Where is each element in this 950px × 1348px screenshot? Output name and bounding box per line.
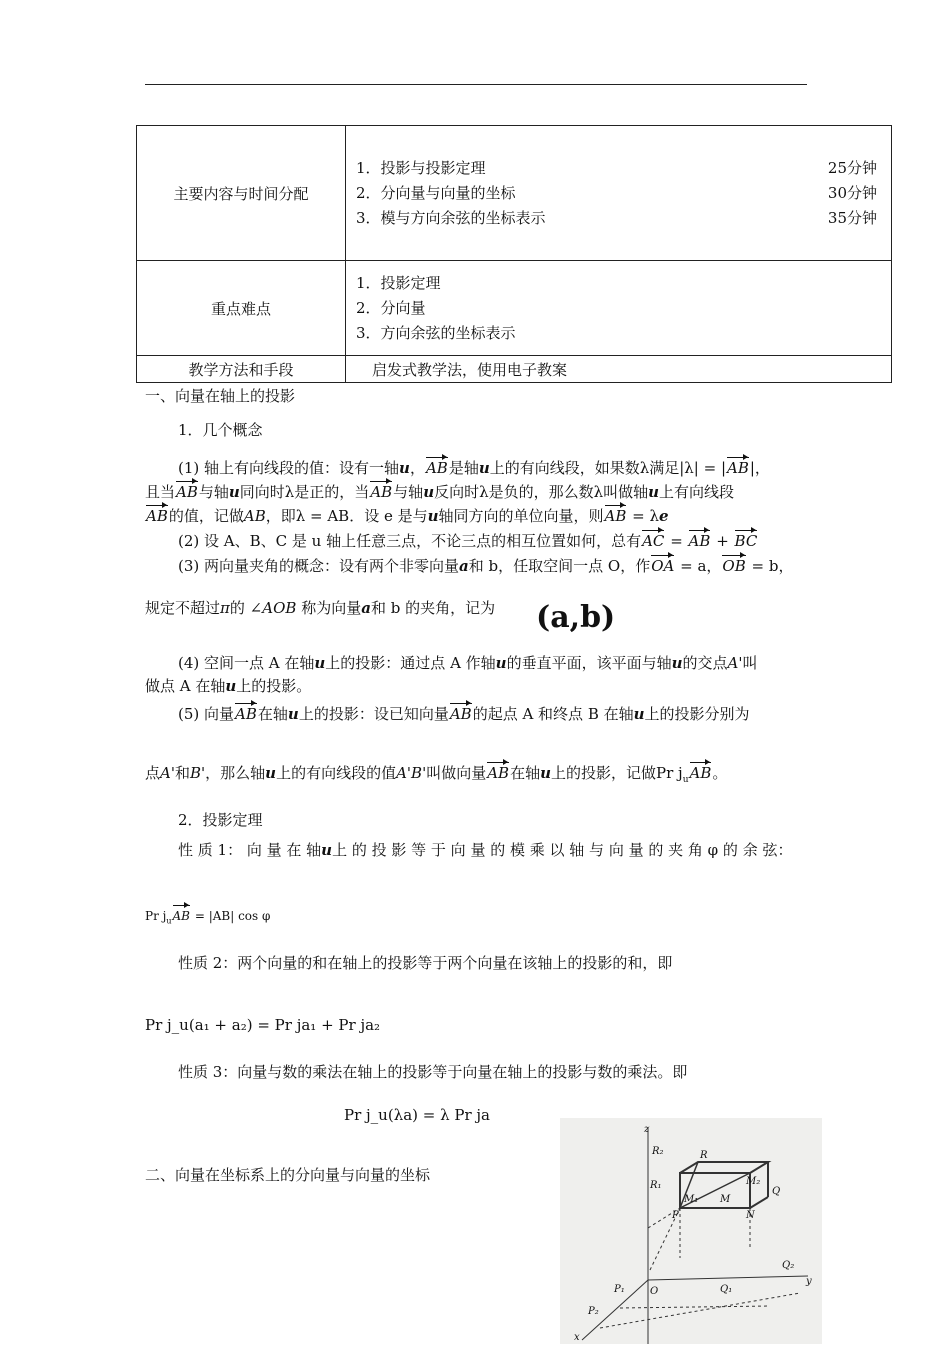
para-1-line-1: (1) 轴上有向线段的值：设有一轴u，AB是轴u上的有向线段，如果数λ满足|λ| = |AB|， xyxy=(178,455,770,478)
keypoint-item: 1．投影定理 xyxy=(356,273,441,292)
fig-label: M₁ xyxy=(684,1194,699,1205)
fig-label: M₂ xyxy=(746,1176,761,1187)
fig-label: Q₂ xyxy=(782,1260,795,1271)
property-2: 性质 2：两个向量的和在轴上的投影等于两个向量在该轴上的投影的和，即 xyxy=(178,954,673,972)
fig-label: M xyxy=(720,1194,731,1205)
fig-label: z xyxy=(644,1124,650,1135)
formula-1: Pr $j_uAB = |AB|$ cos φ xyxy=(145,903,270,931)
header-rule xyxy=(145,84,807,85)
fig-label: Q xyxy=(772,1186,781,1197)
fig-label: y xyxy=(806,1276,812,1287)
method-label: 教学方法和手段 xyxy=(137,356,346,383)
content-item: 3．模与方向余弦的坐标表示 35分钟 xyxy=(356,208,877,227)
content-label: 主要内容与时间分配 xyxy=(137,126,346,261)
section-2-heading: 二、向量在坐标系上的分向量与向量的坐标 xyxy=(145,1166,431,1184)
para-4-line-1: (4) 空间一点 A 在轴u上的投影：通过点 A 作轴u的垂直平面，该平面与轴u的交点A'叫 xyxy=(178,654,758,672)
para-1-line-3: AB的值，记做AB，即λ = AB．设 e 是与u轴同方向的单位向量，则AB = λe xyxy=(145,503,669,526)
subsection-concepts: 1．几个概念 xyxy=(178,421,263,439)
para-3-line-2: 规定不超过π的 ∠AOB 称为向量a和 b 的夹角，记为 xyxy=(145,599,496,617)
formula-3: Pr j_u(λa) = λ Pr ja xyxy=(344,1106,491,1124)
keypoints-cell xyxy=(346,261,892,356)
content-cell xyxy=(346,126,892,261)
fig-label: P₂ xyxy=(588,1306,599,1317)
fig-label: Q₁ xyxy=(720,1284,733,1295)
fig-label: R xyxy=(700,1150,708,1161)
angle-notation: (a,b) xyxy=(536,600,616,635)
coordinate-diagram xyxy=(560,1118,822,1344)
property-3: 性质 3：向量与数的乘法在轴上的投影等于向量在轴上的投影与数的乘法。即 xyxy=(178,1063,688,1081)
fig-label: R₁ xyxy=(650,1180,662,1191)
method-value: 启发式教学法，使用电子教案 xyxy=(346,356,892,383)
keypoint-item: 3．方向余弦的坐标表示 xyxy=(356,323,516,342)
content-item: 2．分向量与向量的坐标 30分钟 xyxy=(356,183,877,202)
para-3-line-1: (3) 两向量夹角的概念：设有两个非零向量a和 b，任取空间一点 O，作OA = a，OB = b， xyxy=(178,553,793,576)
subsection-theorem: 2．投影定理 xyxy=(178,811,263,829)
fig-label: P₁ xyxy=(614,1284,625,1295)
fig-label: x xyxy=(574,1332,580,1343)
para-4-line-2: 做点 A 在轴u上的投影。 xyxy=(145,677,312,695)
keypoints-label: 重点难点 xyxy=(137,261,346,356)
coordinate-box-figure xyxy=(560,1118,822,1344)
fig-label: P xyxy=(672,1210,679,1221)
fig-label: O xyxy=(650,1286,659,1297)
lesson-info-table xyxy=(136,125,892,383)
property-1: 性 质 1： 向 量 在 轴u上 的 投 影 等 于 向 量 的 模 乘 以 轴 与 向 量 的 夹 角 φ 的 余 弦： xyxy=(178,841,793,859)
fig-label: R₂ xyxy=(652,1146,664,1157)
para-1-line-2: 且当AB与轴u同向时λ是正的，当AB与轴u反向时λ是负的，那么数λ叫做轴u上有向线段 xyxy=(145,479,734,502)
para-2: (2) 设 A、B、C 是 u 轴上任意三点，不论三点的相互位置如何，总有AC = AB + BC xyxy=(178,528,758,551)
para-5-line-2: 点A'和B'，那么轴u上的有向线段的值A'B'叫做向量AB在轴u上的投影，记做Pr $j_uAB$。 xyxy=(145,760,727,790)
section-1-heading: 一、向量在轴上的投影 xyxy=(145,387,296,405)
content-item: 1．投影与投影定理 25分钟 xyxy=(356,158,877,177)
fig-label: N xyxy=(746,1210,755,1221)
para-5-line-1: (5) 向量AB在轴u上的投影：设已知向量AB的起点 A 和终点 B 在轴u上的投影分别为 xyxy=(178,701,750,724)
formula-2: Pr j_u(a₁ + a₂) = Pr ja₁ + Pr ja₂ xyxy=(145,1016,381,1034)
keypoint-item: 2．分向量 xyxy=(356,298,426,317)
